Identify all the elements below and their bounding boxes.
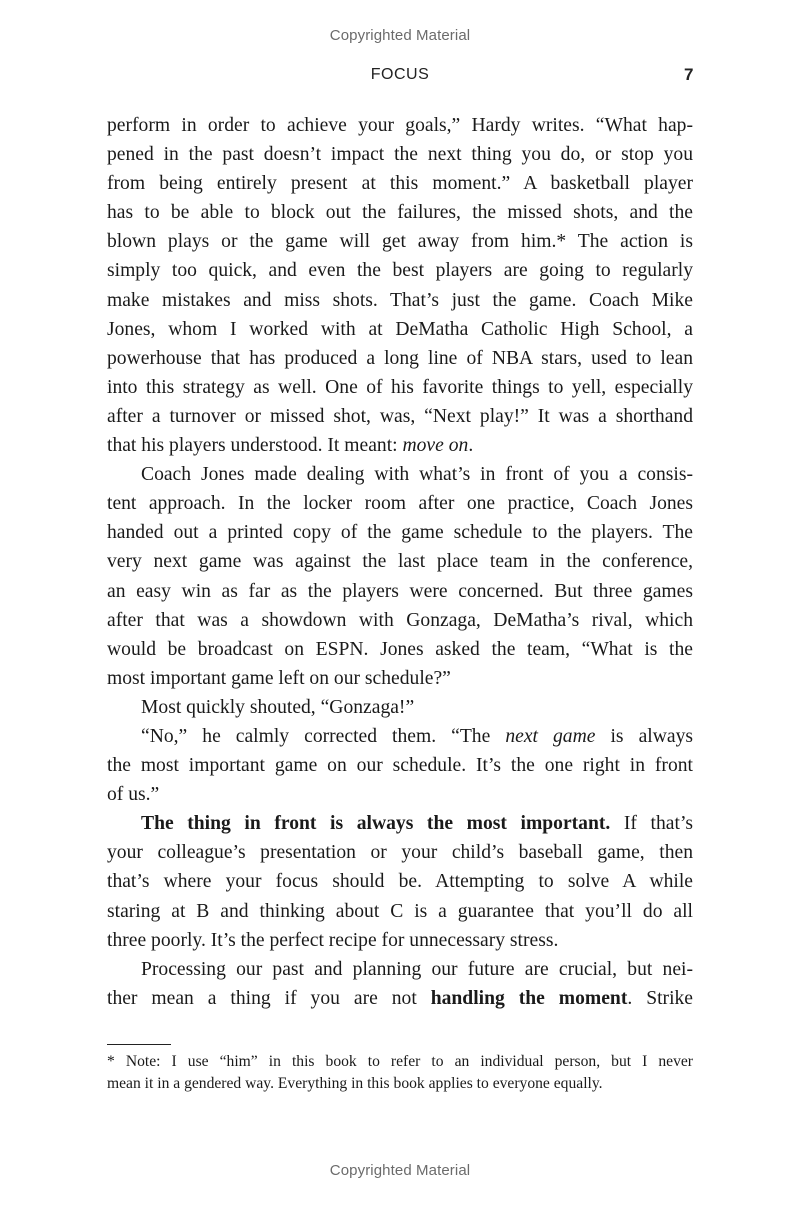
text-run: “No,” he calmly corrected them. “The (141, 725, 506, 747)
text-run: ther mean a thing if you are not (107, 987, 431, 1009)
bold-key-point: The thing in front is always the most important. (141, 813, 611, 835)
footnote-line: * Note: I use “him” in this book to refer to an individual person, but I never (107, 1053, 693, 1070)
text-line: has to be able to block out the failures, the missed shots, and the (107, 202, 693, 224)
text-run: is always (595, 725, 693, 747)
text-run: If that’s (610, 813, 694, 835)
paragraph-start-line: Coach Jones made dealing with what’s in front of you a consis- (141, 464, 693, 486)
text-line: staring at B and thinking about C is a guarantee that you’ll do all (107, 900, 693, 922)
text-line: an easy win as far as the players were concerned. But three games (107, 580, 693, 602)
text-line: tent approach. In the locker room after one practice, Coach Jones (107, 493, 693, 515)
text-line: three poorly. It’s the perfect recipe for unnecessary stress. (107, 929, 559, 951)
copyright-watermark-bottom: Copyrighted Material (329, 1162, 471, 1179)
text-line: Jones, whom I worked with at DeMatha Catholic High School, a (107, 318, 693, 340)
footnote-separator (107, 1044, 171, 1045)
text-line: pened in the past doesn’t impact the next thing you do, or stop you (107, 144, 693, 166)
text-line: that’s where your focus should be. Attempting to solve A while (107, 871, 693, 893)
text-line: most important game left on our schedule?” (107, 667, 451, 689)
text-line: the most important game on our schedule. It’s the one right in front (107, 755, 693, 777)
text-line: of us.” (107, 784, 160, 806)
page-number: 7 (684, 65, 694, 84)
footnote (107, 1051, 693, 1095)
text-run: that his players understood. It meant: (107, 435, 403, 457)
text-run: . Strike (627, 987, 694, 1009)
footnote-line: mean it in a gendered way. Everything in this book applies to everyone equally. (107, 1075, 603, 1092)
text-line (107, 431, 693, 460)
text-line: perform in order to achieve your goals,” Hardy writes. “What hap- (107, 115, 693, 136)
text-line: after that was a showdown with Gonzaga, DeMatha’s rival, which (107, 609, 693, 631)
text-line: from being entirely present at this moment.” A basketball player (107, 173, 693, 195)
text-line: simply too quick, and even the best players are going to regularly (107, 260, 693, 282)
text-line: your colleague’s presentation or your child’s baseball game, then (107, 842, 693, 864)
text-line: make mistakes and miss shots. That’s just the game. Coach Mike (107, 289, 693, 311)
text-line (107, 984, 693, 1013)
text-line: after a turnover or missed shot, was, “Next play!” It was a shorthand (107, 405, 693, 427)
copyright-watermark-top: Copyrighted Material (329, 27, 471, 44)
text-run: . (468, 435, 474, 457)
running-head: FOCUS (370, 66, 430, 83)
bold-key-point: handling the moment (430, 987, 628, 1009)
italic-emphasis: next game (505, 725, 596, 747)
text-line: powerhouse that has produced a long line of NBA stars, used to lean (107, 347, 693, 369)
text-line: into this strategy as well. One of his favorite things to yell, especially (107, 376, 693, 398)
paragraph-start-line: Most quickly shouted, “Gonzaga!” (141, 696, 415, 718)
text-line: blown plays or the game will get away from him.* The action is (107, 231, 693, 253)
paragraph-start-line: Processing our past and planning our future are crucial, but nei- (141, 958, 693, 980)
text-line: would be broadcast on ESPN. Jones asked the team, “What is the (107, 638, 693, 660)
paragraph-start-line (107, 809, 693, 838)
text-line: handed out a printed copy of the game schedule to the players. The (107, 522, 693, 544)
text-line: very next game was against the last place team in the conference, (107, 551, 693, 573)
paragraph-start-line (107, 722, 693, 751)
italic-emphasis: move on (402, 435, 469, 457)
body-text (107, 111, 693, 1013)
